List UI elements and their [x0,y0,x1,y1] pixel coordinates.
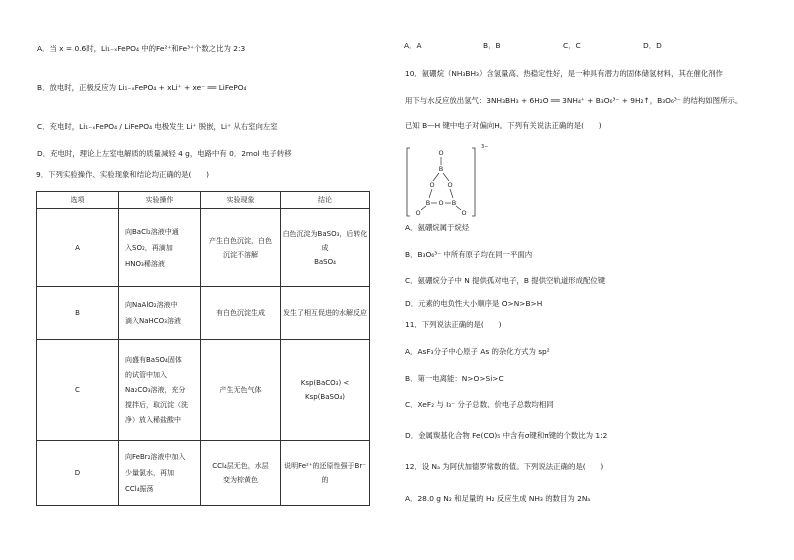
atom-o-bottom-left: O [415,209,421,217]
q12-option-a: A．28.0 g N₂ 和足量的 H₂ 反应生成 NH₃ 的数目为 2Nₐ [405,494,591,503]
q11-option-a: A．AsF₃分子中心原子 As 的杂化方式为 sp² [405,347,550,356]
q9-answer-b: B．B [483,41,501,50]
q10-option-c: C．氨硼烷分子中 N 提供孤对电子，B 提供空轨道形成配位键 [405,276,606,285]
atom-o-bottom: O [438,199,444,207]
q9-stem: 9．下列实验操作、实验现象和结论均正确的是( ) [36,170,210,179]
atom-o-right: O [447,181,453,189]
row-conclusion: Ksp(BaCO₃) < Ksp(BaSO₄) [281,340,370,441]
row-operation: 向盛有BaSO₄固体 的试管中加入 Na₂CO₃溶液，充分 搅拌后，取沉淀（洗 净）放入稀盐酸中 [119,340,201,441]
atom-b-left: B [425,199,431,207]
q10-line-3: 已知 B—H 键中电子对偏向H。下列有关说法正确的是( ) [405,121,602,130]
row-observation: 产生白色沉淀，白色 沉淀不溶解 [201,209,281,287]
header-observation: 实验现象 [201,192,281,209]
experiment-table [36,191,370,506]
row-operation: 向NaAlO₂溶液中 滴入NaHCO₃溶液 [119,287,201,340]
q11-stem: 11．下列说法正确的是( ) [405,320,502,329]
ion-charge: 3− [481,144,489,150]
q10-line-2: 用下与水反应放出氢气：3NH₃BH₃ + 6H₂O ══ 3NH₄⁺ + B₃O₆³⁻ + 9H₂↑，B₃O₆³⁻ 的结构如图所示。 [405,96,743,105]
q12-stem: 12．设 Nₐ 为阿伏加德罗常数的值。下列说法正确的是( ) [405,462,604,471]
left-bracket [407,148,410,216]
q9-answer-c: C．C [563,41,581,50]
row-conclusion: 白色沉淀为BaSO₃，后转化成 BaSO₄ [281,209,370,287]
atom-o-bottom-right: O [461,209,467,217]
table-header-row [37,192,370,209]
header-operation: 实验操作 [119,192,201,209]
atom-o-top: O [438,149,444,157]
row-observation: 产生无色气体 [201,340,281,441]
q10-option-a: A．氨硼烷属于烷烃 [405,223,470,232]
q11-option-b: B．第一电离能：N>O>Si>C [405,374,504,383]
right-bracket [472,148,475,216]
row-option: B [37,287,119,340]
q8-option-d: D．充电时，理论上左室电解质的质量减轻 4 g，电路中有 0．2mol 电子转移 [37,149,292,158]
q9-answer-a: A．A [404,41,422,50]
q10-option-b: B．B₃O₆³⁻ 中所有原子均在同一平面内 [405,250,533,259]
row-observation: CCl₄层无色，水层 变为棕黄色 [201,441,281,506]
atom-o-left: O [429,181,435,189]
q9-answer-d: D．D [643,41,662,50]
q11-option-c: C．XeF₂ 与 I₃⁻ 分子总数、价电子总数均相同 [405,400,554,409]
row-option: A [37,209,119,287]
table-row [37,209,370,287]
header-option: 选项 [37,192,119,209]
header-conclusion: 结论 [281,192,370,209]
table-row [37,287,370,340]
q8-option-c: C．充电时，Li₁₋ₓFePO₄ / LiFePO₄ 电极发生 Li⁺ 脱嵌，Li⁺ 从右室向左室 [37,122,278,131]
atom-b-right: B [451,199,457,207]
q8-option-b: B．放电时，正极反应为 Li₁₋ₓFePO₄ + xLi⁺ + xe⁻ ══ LiFePO₄ [37,83,247,92]
row-option: D [37,441,119,506]
row-operation: 向BaCl₂溶液中通 入SO₂，再滴加 HNO₃稀溶液 [119,209,201,287]
row-operation: 向FeBr₂溶液中加入 少量氯水，再加 CCl₄振荡 [119,441,201,506]
row-option: C [37,340,119,441]
q8-option-a: A．当 x = 0.6时，Li₁₋ₓFePO₄ 中的Fe²⁺和Fe³⁺个数之比为 2:3 [37,44,246,53]
row-observation: 有白色沉淀生成 [201,287,281,340]
q10-line-1: 10．氨硼烷（NH₃BH₃）含氢量高、热稳定性好，是一种具有潜力的固体储氢材料，其在催化剂作 [405,69,723,78]
b3o6-structure-diagram [404,146,480,218]
table-row [37,340,370,441]
q10-option-d: D．元素的电负性大小顺序是 O>N>B>H [405,299,543,308]
table-row [37,441,370,506]
row-conclusion: 发生了相互促进的水解反应 [281,287,370,340]
row-conclusion: 说明Fe²⁺的还原性强于Br⁻ 的 [281,441,370,506]
q11-option-d: D．金属羰基化合物 Fe(CO)₅ 中含有σ键和π键的个数比为 1:2 [405,431,608,440]
atom-b-top: B [438,165,444,173]
